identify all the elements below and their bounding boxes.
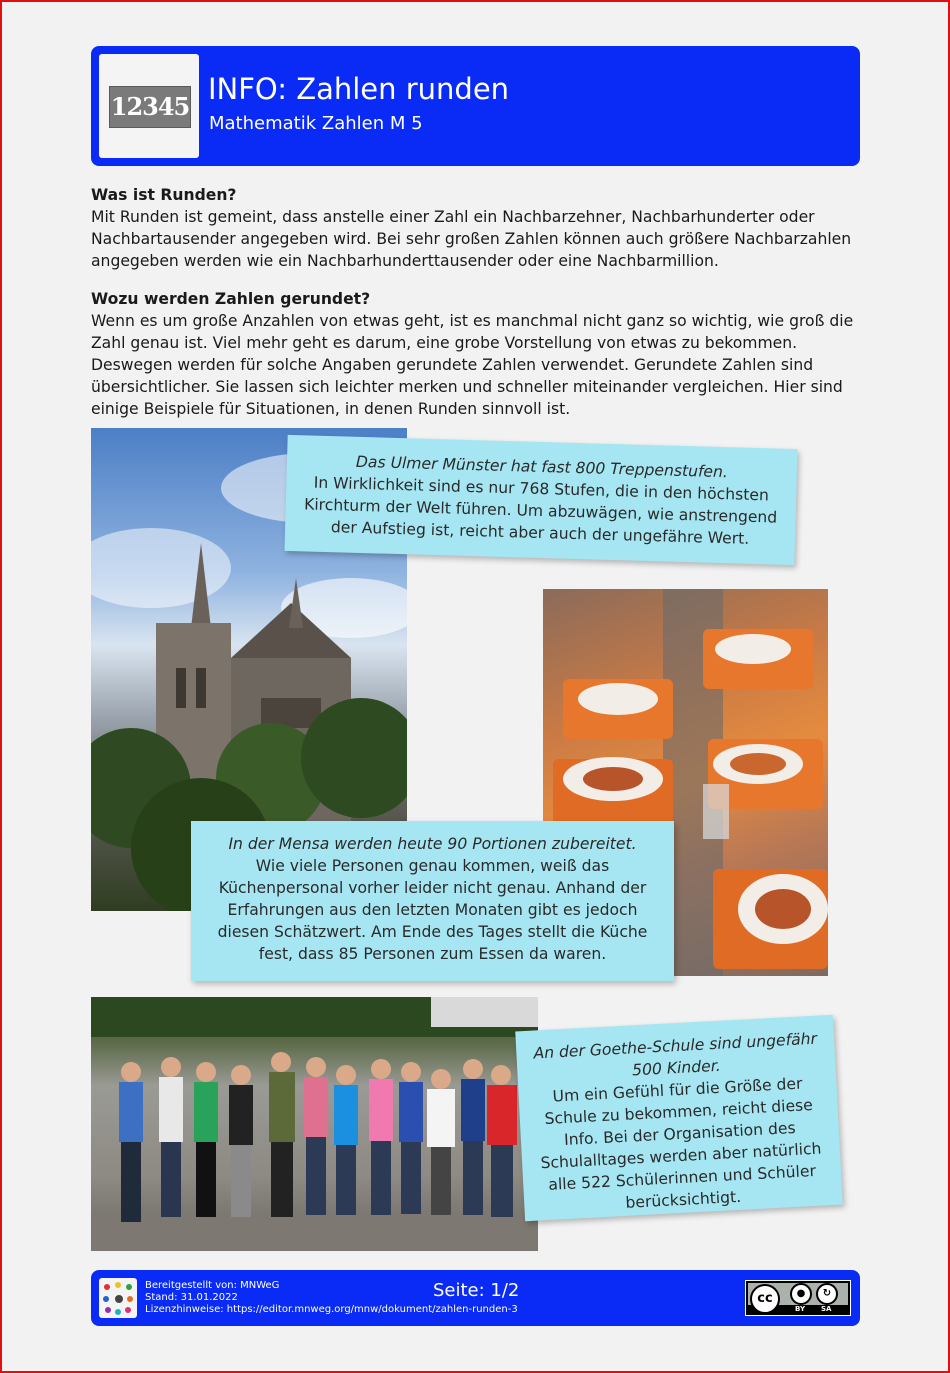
cc-license-badge[interactable]: [745, 1280, 851, 1316]
cc-sa-label: SA: [821, 1305, 832, 1313]
muenster-lead: Das Ulmer Münster hat fast 800 Treppenstufen.: [355, 452, 729, 482]
header-banner: [91, 46, 860, 166]
page-number: Seite: 1/2: [433, 1280, 520, 1301]
section-heading: Wozu werden Zahlen gerundet?: [91, 290, 371, 308]
by-person-icon: ●: [790, 1283, 812, 1305]
school-lead: An der Goethe-Schule sind ungefähr 500 Kinder.: [533, 1029, 818, 1080]
worksheet-logo: [99, 54, 199, 158]
page-title: INFO: Zahlen runden: [208, 72, 510, 106]
logo-number: 12345: [109, 86, 191, 128]
mnweg-logo-icon: [99, 1278, 137, 1318]
cc-icon: cc: [750, 1284, 780, 1314]
license-link[interactable]: Lizenzhinweise: https://editor.mnweg.org/mnw/dokument/zahlen-runden-3: [145, 1304, 518, 1315]
mensa-lead: In der Mensa werden heute 90 Portionen zubereitet.: [228, 835, 637, 853]
footer-banner: [91, 1270, 860, 1326]
date-stamp: Stand: 31.01.2022: [145, 1292, 238, 1303]
muenster-text: In Wirklichkeit sind es nur 768 Stufen, die in den höchsten Kirchturm der Welt führen. Um abzuwägen, wie anstrengend der Aufstieg ist, reicht aber auch der ungefähre Wert.: [303, 473, 778, 548]
school-text: Um ein Gefühl für die Größe der Schule zu bekommen, reicht diese Info. Bei der Organisation des Schulalltages werden aber natürlich alle 522 Schülerinnen und Schüler berücksichtigt.: [540, 1074, 822, 1212]
section-what-is-rounding: [91, 184, 861, 272]
mensa-text: Wie viele Personen genau kommen, weiß das Küchenpersonal vorher leider nicht genau. Anhand der Erfahrungen aus den letzten Monaten gibt es jedoch diesen Schätzwert. Am Ende des Tages stellt die Küche fest, dass 85 Personen zum Essen da waren.: [217, 857, 648, 963]
school-children-photo: [91, 997, 538, 1251]
section-text: Wenn es um große Anzahlen von etwas geht, ist es manchmal nicht ganz so wichtig, wie groß die Zahl genau ist. Viel mehr geht es darum, eine grobe Vorstellung von etwas zu bekommen. Deswegen werden für solche Angaben gerundete Zahlen verwendet. Gerundete Zahlen sind übersichtlicher. Sie lassen sich leichter merken und schneller miteinander vergleichen. Hier sind einige Beispiele für Situationen, in denen Runden sinnvoll ist.: [91, 312, 854, 418]
section-heading: Was ist Runden?: [91, 186, 237, 204]
children-group-illustration: [91, 997, 538, 1251]
muenster-info-box: [284, 435, 797, 565]
page-subtitle: Mathematik Zahlen M 5: [209, 113, 423, 134]
provided-by: Bereitgestellt von: MNWeG: [145, 1280, 280, 1291]
sa-share-alike-icon: ↻: [816, 1283, 838, 1305]
cc-by-label: BY: [795, 1305, 806, 1313]
section-text: Mit Runden ist gemeint, dass anstelle einer Zahl ein Nachbarzehner, Nachbarhunderter oder Nachbartausender angegeben wird. Bei sehr großen Zahlen können auch größere Nachbarzahlen angegeben werden wie ein Nachbarhunderttausender oder eine Nachbarmillion.: [91, 208, 852, 270]
school-info-box: [515, 1015, 843, 1221]
section-why-rounding: [91, 288, 861, 420]
mensa-info-box: [191, 821, 674, 981]
